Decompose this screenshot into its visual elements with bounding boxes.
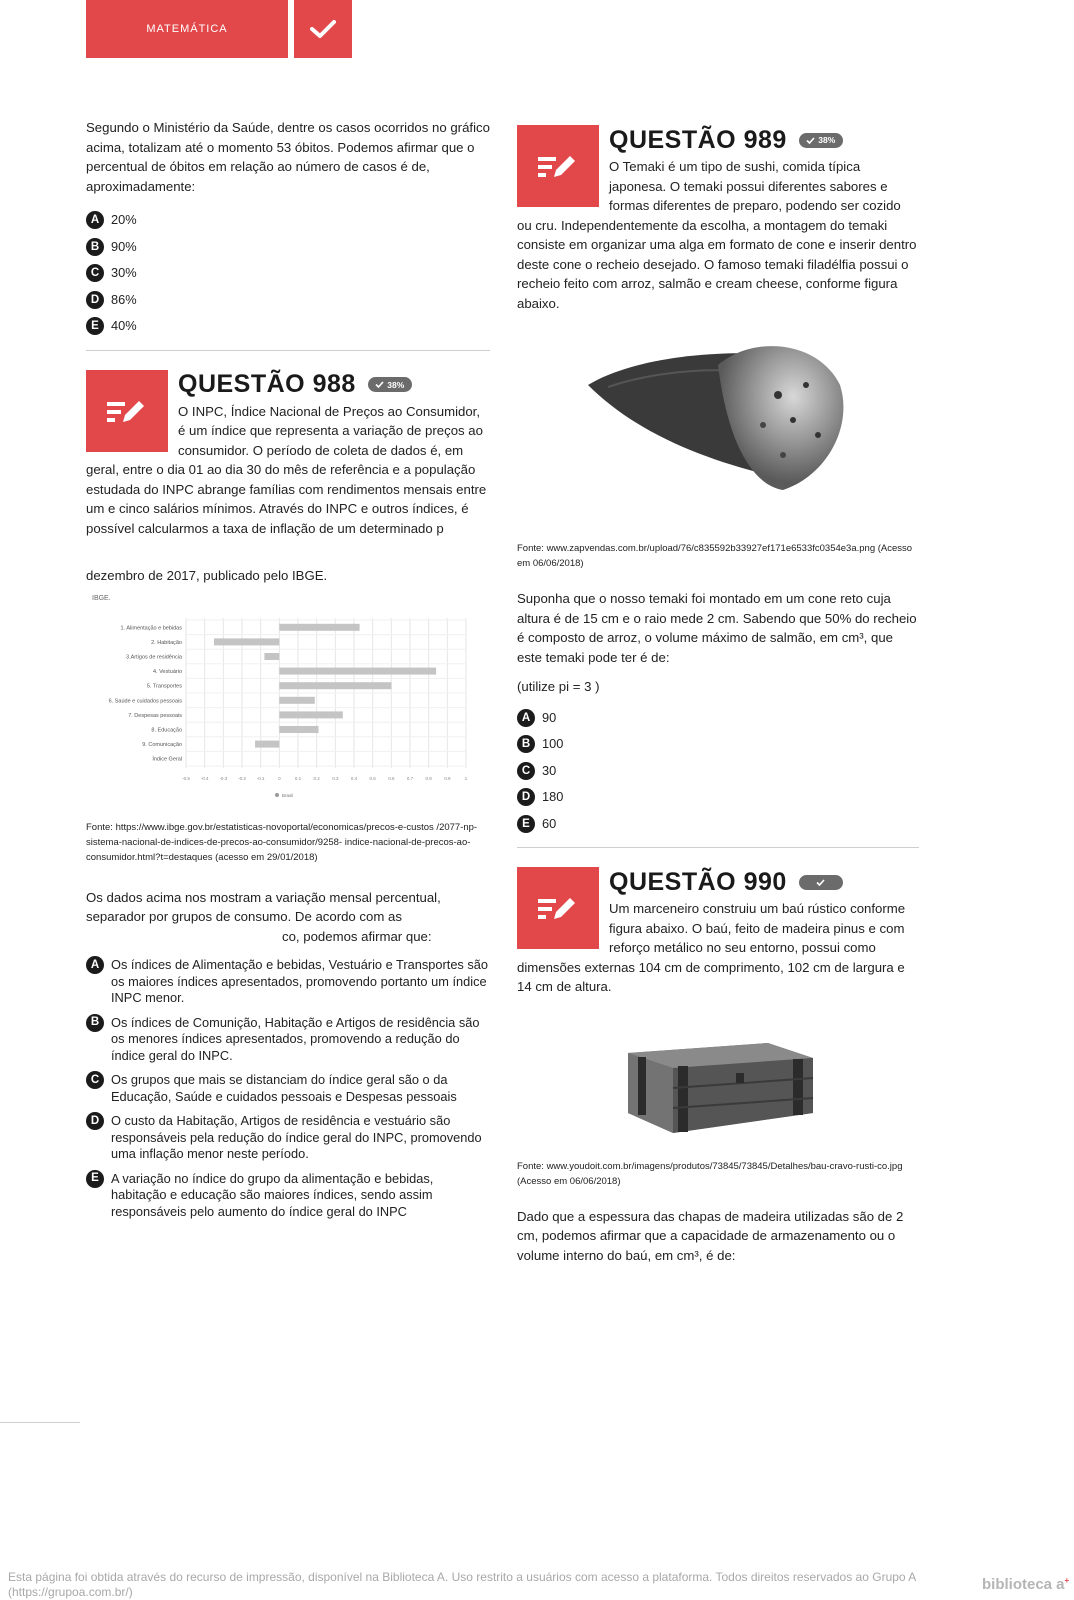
score-badge: 38% [368, 377, 412, 392]
q990-source: Fonte: www.youdoit.com.br/imagens/produtos/73845/73845/Detalhes/bau-cravo-rusti-co.jpg (Acesso em 06/06/2018) [517, 1160, 903, 1187]
x-tick-label: 0.3 [332, 775, 339, 781]
inpc-chart [86, 590, 486, 806]
option-b[interactable]: B Os índices de Comunição, Habitação e Artigos de residência são os menores índices apresentados, promovendo a redução do índice geral do INPC. [86, 1015, 490, 1065]
option-c[interactable]: C 30% [86, 260, 490, 287]
check-icon [375, 381, 384, 388]
option-d[interactable]: D O custo da Habitação, Artigos de residência e vestuário são responsáveis pela redução do índice geral do INPC, promovendo uma inflação menor neste período. [86, 1113, 490, 1163]
q989-source: Fonte: www.zapvendas.com.br/upload/76/c835592b33927ef171e6533fc0354e3a.png (Acesso em 06/06/2018) [517, 543, 913, 569]
bar [255, 740, 279, 747]
q987-options [86, 207, 490, 340]
x-tick-label: -0.4 [200, 775, 209, 781]
q988-text3a: Os dados acima nos mostram a variação mensal percentual, separador por grupos de consumo. De acordo com as [86, 889, 441, 924]
x-tick-label: -0.3 [219, 775, 228, 781]
x-tick-label: -0.5 [182, 775, 190, 781]
category-label: 6. Saúde e cuidados pessoais [108, 697, 182, 704]
question-989 [517, 125, 919, 313]
temaki-image [517, 325, 919, 515]
subject-label: MATEMÁTICA [146, 23, 228, 35]
edit-icon [517, 125, 599, 207]
bar [264, 653, 279, 660]
category-label: 8. Educação [151, 727, 182, 733]
category-label: 4. Vestuário [152, 668, 182, 675]
x-tick-label: -0.2 [238, 775, 246, 781]
divider [517, 847, 919, 848]
chest-illustration [618, 1013, 818, 1141]
chart-title: IBGE. [92, 594, 111, 602]
bar [214, 638, 279, 645]
temaki-illustration [578, 325, 858, 515]
x-tick-label: 0.6 [388, 775, 395, 781]
category-label: 5. Transportes [146, 683, 182, 690]
question-title: QUESTÃO 989 [609, 125, 787, 154]
question-990 [517, 867, 919, 997]
category-label: 3.Artigos de residência [126, 654, 182, 660]
option-c[interactable]: C 30 [517, 758, 919, 785]
category-label: 2. Habitação [151, 639, 182, 646]
x-tick-label: 0.4 [350, 775, 358, 781]
option-c[interactable]: C Os grupos que mais se distanciam do índice geral são o da Educação, Saúde e cuidados pessoais e Despesas pessoais [86, 1072, 490, 1105]
legend-label: Brasil [282, 792, 294, 798]
question-title: QUESTÃO 990 [609, 867, 787, 896]
x-tick-label: 1 [464, 775, 468, 781]
q989-options [517, 705, 919, 838]
option-b[interactable]: B 90% [86, 234, 490, 261]
option-e[interactable]: E 60 [517, 811, 919, 838]
option-e[interactable]: E 40% [86, 313, 490, 340]
x-tick-label: 0.5 [369, 775, 376, 781]
q989-text2: Suponha que o nosso temaki foi montado em um cone reto cuja altura é de 15 cm e o raio mede 2 cm. Sabendo que 50% do recheio é composto de arroz, o volume máximo de salmão, em cm³, que este temaki pode ter é de: [517, 591, 917, 665]
footer-divider [0, 1422, 80, 1423]
option-a[interactable]: A Os índices de Alimentação e bebidas, Vestuário e Transportes são os maiores índices apresentados, promovendo portanto um índice INPC menor. [86, 957, 490, 1007]
score-badge [799, 875, 843, 890]
edit-icon [86, 370, 168, 452]
q988-text3b: co, podemos afirmar que: [282, 928, 432, 944]
category-label: 7. Despesas pessoais [128, 712, 182, 719]
option-d[interactable]: D 180 [517, 784, 919, 811]
bar [279, 711, 342, 718]
category-label: Índice Geral [152, 756, 182, 763]
divider [86, 350, 490, 351]
q988-text: O INPC, Índice Nacional de Preços ao Consumidor, é um índice que representa a variação de preços ao consumidor. O período de coleta de dados é, em geral, entre o dia 01 ao dia 30 do mês de referência e a população estudada do INPC abrange famílias com rendimentos mensais entre um e cinco salários mínimos. Através do INPC e outros índices, é possível calcularmos a taxa de inflação de um determinado p [86, 403, 487, 536]
q987-intro: Segundo o Ministério da Saúde, dentre os casos ocorridos no gráfico acima, totalizam até o momento 53 óbitos. Podemos afirmar que o percentual de óbitos em relação ao número de casos é de, aproximadamente: [86, 120, 490, 194]
x-tick-label: -0.1 [256, 775, 265, 781]
q989-text: O Temaki é um tipo de sushi, comida típica japonesa. O temaki possui diferentes sabores e formas diferentes de preparo, podendo ser cozido ou cru. Independentemente da escolha, a montagem do temaki consiste em organizar uma alga em formato de cone e inserir dentro deste cone o recheio desejado. O famoso temaki filadélfia possui o recheio feito com arroz, salmão e cream cheese, conforme figura abaixo. [517, 159, 917, 311]
q988-source: Fonte: https://www.ibge.gov.br/estatisticas-novoportal/economicas/precos-e-custos /2077-np-sistema-nacional-de-indices-de-precos-ao-consumidor/9258- indice-nacional-de-precos-ao-consumidor.html?t=destaques (acesso em 29/01/2018) [86, 821, 478, 863]
x-tick-label: 0.2 [313, 775, 320, 781]
check-icon [816, 879, 825, 886]
check-icon [310, 19, 336, 39]
bar [279, 667, 436, 674]
x-tick-label: 0.9 [444, 775, 451, 781]
option-a[interactable]: A 20% [86, 207, 490, 234]
check-button[interactable] [294, 0, 352, 58]
option-b[interactable]: B 100 [517, 731, 919, 758]
option-e[interactable]: E A variação no índice do grupo da alimentação e bebidas, habitação e educação são maiores índices, sendo assim responsáveis pelo aumento do índice geral do INPC [86, 1171, 490, 1221]
q990-text2: Dado que a espessura das chapas de madeira utilizadas são de 2 cm, podemos afirmar que a capacidade de armazenamento ou o volume interno do baú, em cm³, é de: [517, 1208, 904, 1263]
category-label: 1. Alimentação e bebidas [120, 624, 182, 631]
q988-text2: dezembro de 2017, publicado pelo IBGE. [86, 568, 328, 583]
q989-text3: (utilize pi = 3 ) [517, 679, 600, 694]
bar [279, 696, 314, 703]
option-a[interactable]: A 90 [517, 705, 919, 732]
brand-logo[interactable]: biblioteca a+ [982, 1576, 1070, 1593]
footer-text: Esta página foi obtida através do recurso de impressão, disponível na Biblioteca A. Uso restrito a usuários com acesso a plataforma. Todos direitos reservados ao Grupo A (https://grupoa.com.br/) [8, 1570, 916, 1599]
edit-icon [517, 867, 599, 949]
x-tick-label: 0.7 [406, 775, 414, 781]
question-title: QUESTÃO 988 [178, 370, 356, 398]
legend-marker [275, 793, 279, 797]
check-icon [806, 137, 815, 144]
x-tick-label: 0.8 [425, 775, 432, 781]
q988-options [86, 957, 490, 1220]
question-988 [86, 370, 490, 539]
bar [279, 623, 359, 630]
q990-text: Um marceneiro construiu um baú rústico conforme figura abaixo. O baú, feito de madeira pinus e com reforço metálico no seu entorno, possui como dimensões externas 104 cm de comprimento, 102 cm de largura e 14 cm de altura. [517, 901, 906, 994]
x-tick-label: 0.1 [294, 775, 302, 781]
right-column [517, 118, 919, 1265]
inpc-chart-svg [86, 590, 486, 806]
x-tick-label: 0 [278, 775, 281, 781]
left-column [86, 118, 490, 1228]
subject-tab[interactable] [86, 0, 288, 58]
chest-image [517, 1013, 919, 1141]
option-d[interactable]: D 86% [86, 287, 490, 314]
score-badge: 38% [799, 133, 843, 148]
bar [279, 726, 318, 733]
bar [279, 682, 391, 689]
category-label: 9. Comunicação [142, 741, 182, 748]
